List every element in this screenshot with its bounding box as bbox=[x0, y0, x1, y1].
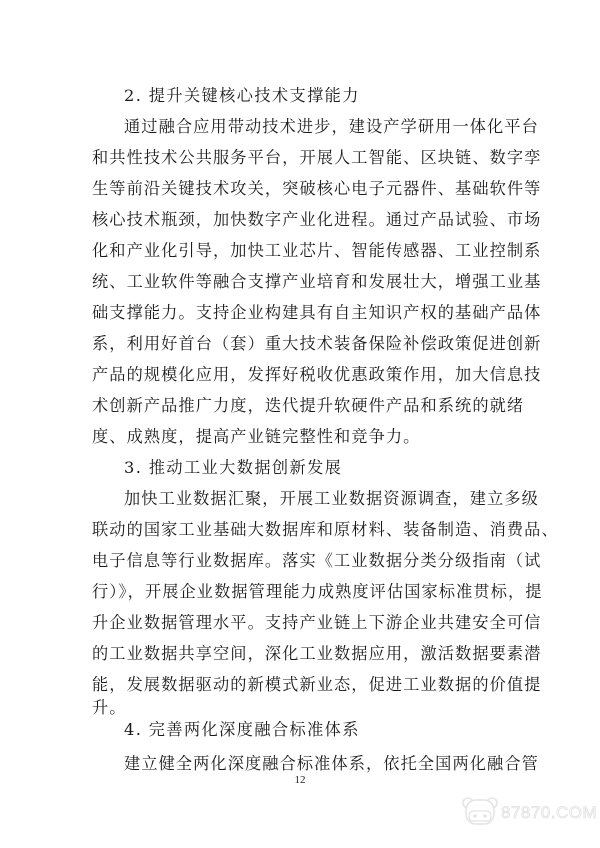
paragraph-line: 础支撑能力。支持企业构建具有自主知识产权的基础产品体 bbox=[92, 303, 542, 322]
watermark-text: 87870.COM bbox=[501, 803, 598, 822]
watermark bbox=[462, 796, 598, 830]
page-number: 12 bbox=[294, 774, 306, 786]
bear-face-icon bbox=[462, 796, 498, 830]
paragraph-line: 联动的国家工业基础大数据库和原材料、装备制造、消费品、 bbox=[92, 520, 559, 539]
paragraph-line: 升。 bbox=[92, 698, 127, 717]
paragraph-line: 和共性技术公共服务平台，开展人工智能、区块链、数字孪 bbox=[92, 148, 542, 167]
paragraph-line: 加快工业数据汇聚，开展工业数据资源调查，建立多级 bbox=[124, 489, 539, 508]
paragraph-line: 行）》，开展企业数据管理能力成熟度评估国家标准贯标，提 bbox=[92, 582, 543, 601]
paragraph-line: 术创新产品推广力度，迭代提升软硬件产品和系统的就绪 bbox=[92, 396, 525, 415]
section-heading-3: 3. 推动工业大数据创新发展 bbox=[124, 458, 343, 477]
section-heading-4: 4. 完善两化深度融合标准体系 bbox=[124, 720, 360, 739]
paragraph-line: 通过融合应用带动技术进步，建设产学研用一体化平台 bbox=[124, 117, 539, 136]
paragraph-line: 生等前沿关键技术攻关，突破核心电子元器件、基础软件等 bbox=[92, 179, 542, 198]
paragraph-line: 能，发展数据驱动的新模式新业态，促进工业数据的价值提 bbox=[92, 675, 542, 694]
paragraph-line: 建立健全两化深度融合标准体系，依托全国两化融合管 bbox=[124, 754, 539, 773]
section-heading-2: 2. 提升关键核心技术支撑能力 bbox=[124, 86, 360, 105]
paragraph-line: 统、工业软件等融合支撑产业培育和发展壮大，增强工业基 bbox=[92, 272, 542, 291]
paragraph-line: 产品的规模化应用，发挥好税收优惠政策作用，加大信息技 bbox=[92, 365, 542, 384]
paragraph-line: 升企业数据管理水平。支持产业链上下游企业共建安全可信 bbox=[92, 613, 542, 632]
paragraph-line: 化和产业化引导，加快工业芯片、智能传感器、工业控制系 bbox=[92, 241, 542, 260]
paragraph-line: 核心技术瓶颈，加快数字产业化进程。通过产品试验、市场 bbox=[92, 210, 542, 229]
paragraph-line: 的工业数据共享空间，深化工业数据应用，激活数据要素潜 bbox=[92, 644, 542, 663]
paragraph-line: 系，利用好首台（套）重大技术装备保险补偿政策促进创新 bbox=[92, 334, 542, 353]
paragraph-line: 度、成熟度，提高产业链完整性和竞争力。 bbox=[92, 427, 421, 446]
paragraph-line: 电子信息等行业数据库。落实《工业数据分类分级指南（试 bbox=[92, 551, 542, 570]
